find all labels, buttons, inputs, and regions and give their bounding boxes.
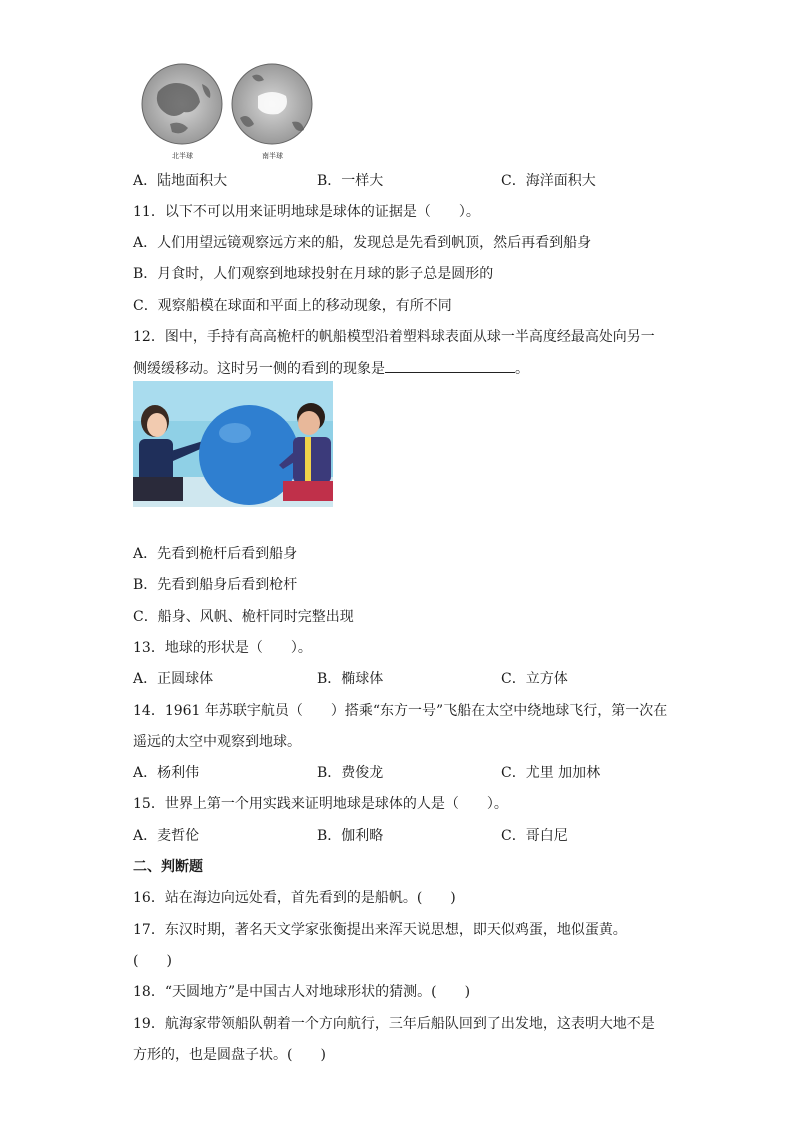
q12-option-b: B．先看到船身后看到枪杆 <box>133 577 298 593</box>
q11-option-b: B．月食时，人们观察到地球投射在月球的影子总是圆形的 <box>133 266 494 282</box>
q18-stem: 18．“天圆地方”是中国古人对地球形状的猜测。( ) <box>133 984 471 1000</box>
q13-option-b: B．椭球体 <box>317 671 384 687</box>
q12-stem-line2: 侧缓缓移动。这时另一侧的看到的现象是 。 <box>133 358 529 379</box>
q13-option-c: C．立方体 <box>501 671 568 687</box>
q15-option-c: C．哥白尼 <box>501 828 568 844</box>
q13-stem: 13．地球的形状是（ ）。 <box>133 640 312 656</box>
q17-stem-line1: 17．东汉时期，著名天文学家张衡提出来浑天说思想，即天似鸡蛋，地似蛋黄。 <box>133 922 627 938</box>
northern-hemisphere-globe <box>142 64 222 144</box>
q10-option-b: B．一样大 <box>317 173 384 189</box>
q10-option-c: C．海洋面积大 <box>501 173 596 189</box>
q14-option-b: B．费俊龙 <box>317 765 384 781</box>
southern-hemisphere-globe <box>232 64 312 144</box>
q11-option-c: C．观察船模在球面和平面上的移动现象，有所不同 <box>133 298 452 314</box>
hemisphere-globes-figure <box>140 62 320 162</box>
q15-option-a: A．麦哲伦 <box>133 828 200 844</box>
section-title-judgement: 二、判断题 <box>133 859 203 875</box>
q15-option-b: B．伽利略 <box>317 828 384 844</box>
children-ball-photo <box>133 381 333 507</box>
q10-option-a: A．陆地面积大 <box>133 173 228 189</box>
q12-stem-line1: 12．图中，手持有高高桅杆的帆船模型沿着塑料球表面从球一半高度经最高处向另一 <box>133 329 655 345</box>
q11-option-a: A．人们用望远镜观察远方来的船，发现总是先看到帆顶，然后再看到船身 <box>133 235 592 251</box>
globe-label-north: 北半球 <box>172 152 193 160</box>
q19-stem-line1: 19．航海家带领船队朝着一个方向航行，三年后船队回到了出发地，这表明大地不是 <box>133 1016 655 1032</box>
q15-stem: 15．世界上第一个用实践来证明地球是球体的人是（ ）。 <box>133 796 508 812</box>
answer-blank[interactable] <box>385 358 515 373</box>
q14-stem-line2: 遥远的太空中观察到地球。 <box>133 734 301 750</box>
q12-option-c: C．船身、风帆、桅杆同时完整出现 <box>133 609 354 625</box>
q19-stem-line2: 方形的，也是圆盘子状。( ) <box>133 1047 326 1063</box>
q11-stem: 11．以下不可以用来证明地球是球体的证据是（ ）。 <box>133 204 480 220</box>
globe-label-south: 南半球 <box>262 152 283 160</box>
q17-stem-line2: ( ) <box>133 953 172 969</box>
q14-option-c: C．尤里 加加林 <box>501 765 601 781</box>
q14-option-a: A．杨利伟 <box>133 765 200 781</box>
q13-option-a: A．正圆球体 <box>133 671 214 687</box>
q14-stem-line1: 14．1961 年苏联宇航员（ ）搭乘“东方一号”飞船在太空中绕地球飞行，第一次在 <box>133 703 668 719</box>
q12-option-a: A．先看到桅杆后看到船身 <box>133 546 298 562</box>
q16-stem: 16．站在海边向远处看，首先看到的是船帆。( ) <box>133 890 456 906</box>
